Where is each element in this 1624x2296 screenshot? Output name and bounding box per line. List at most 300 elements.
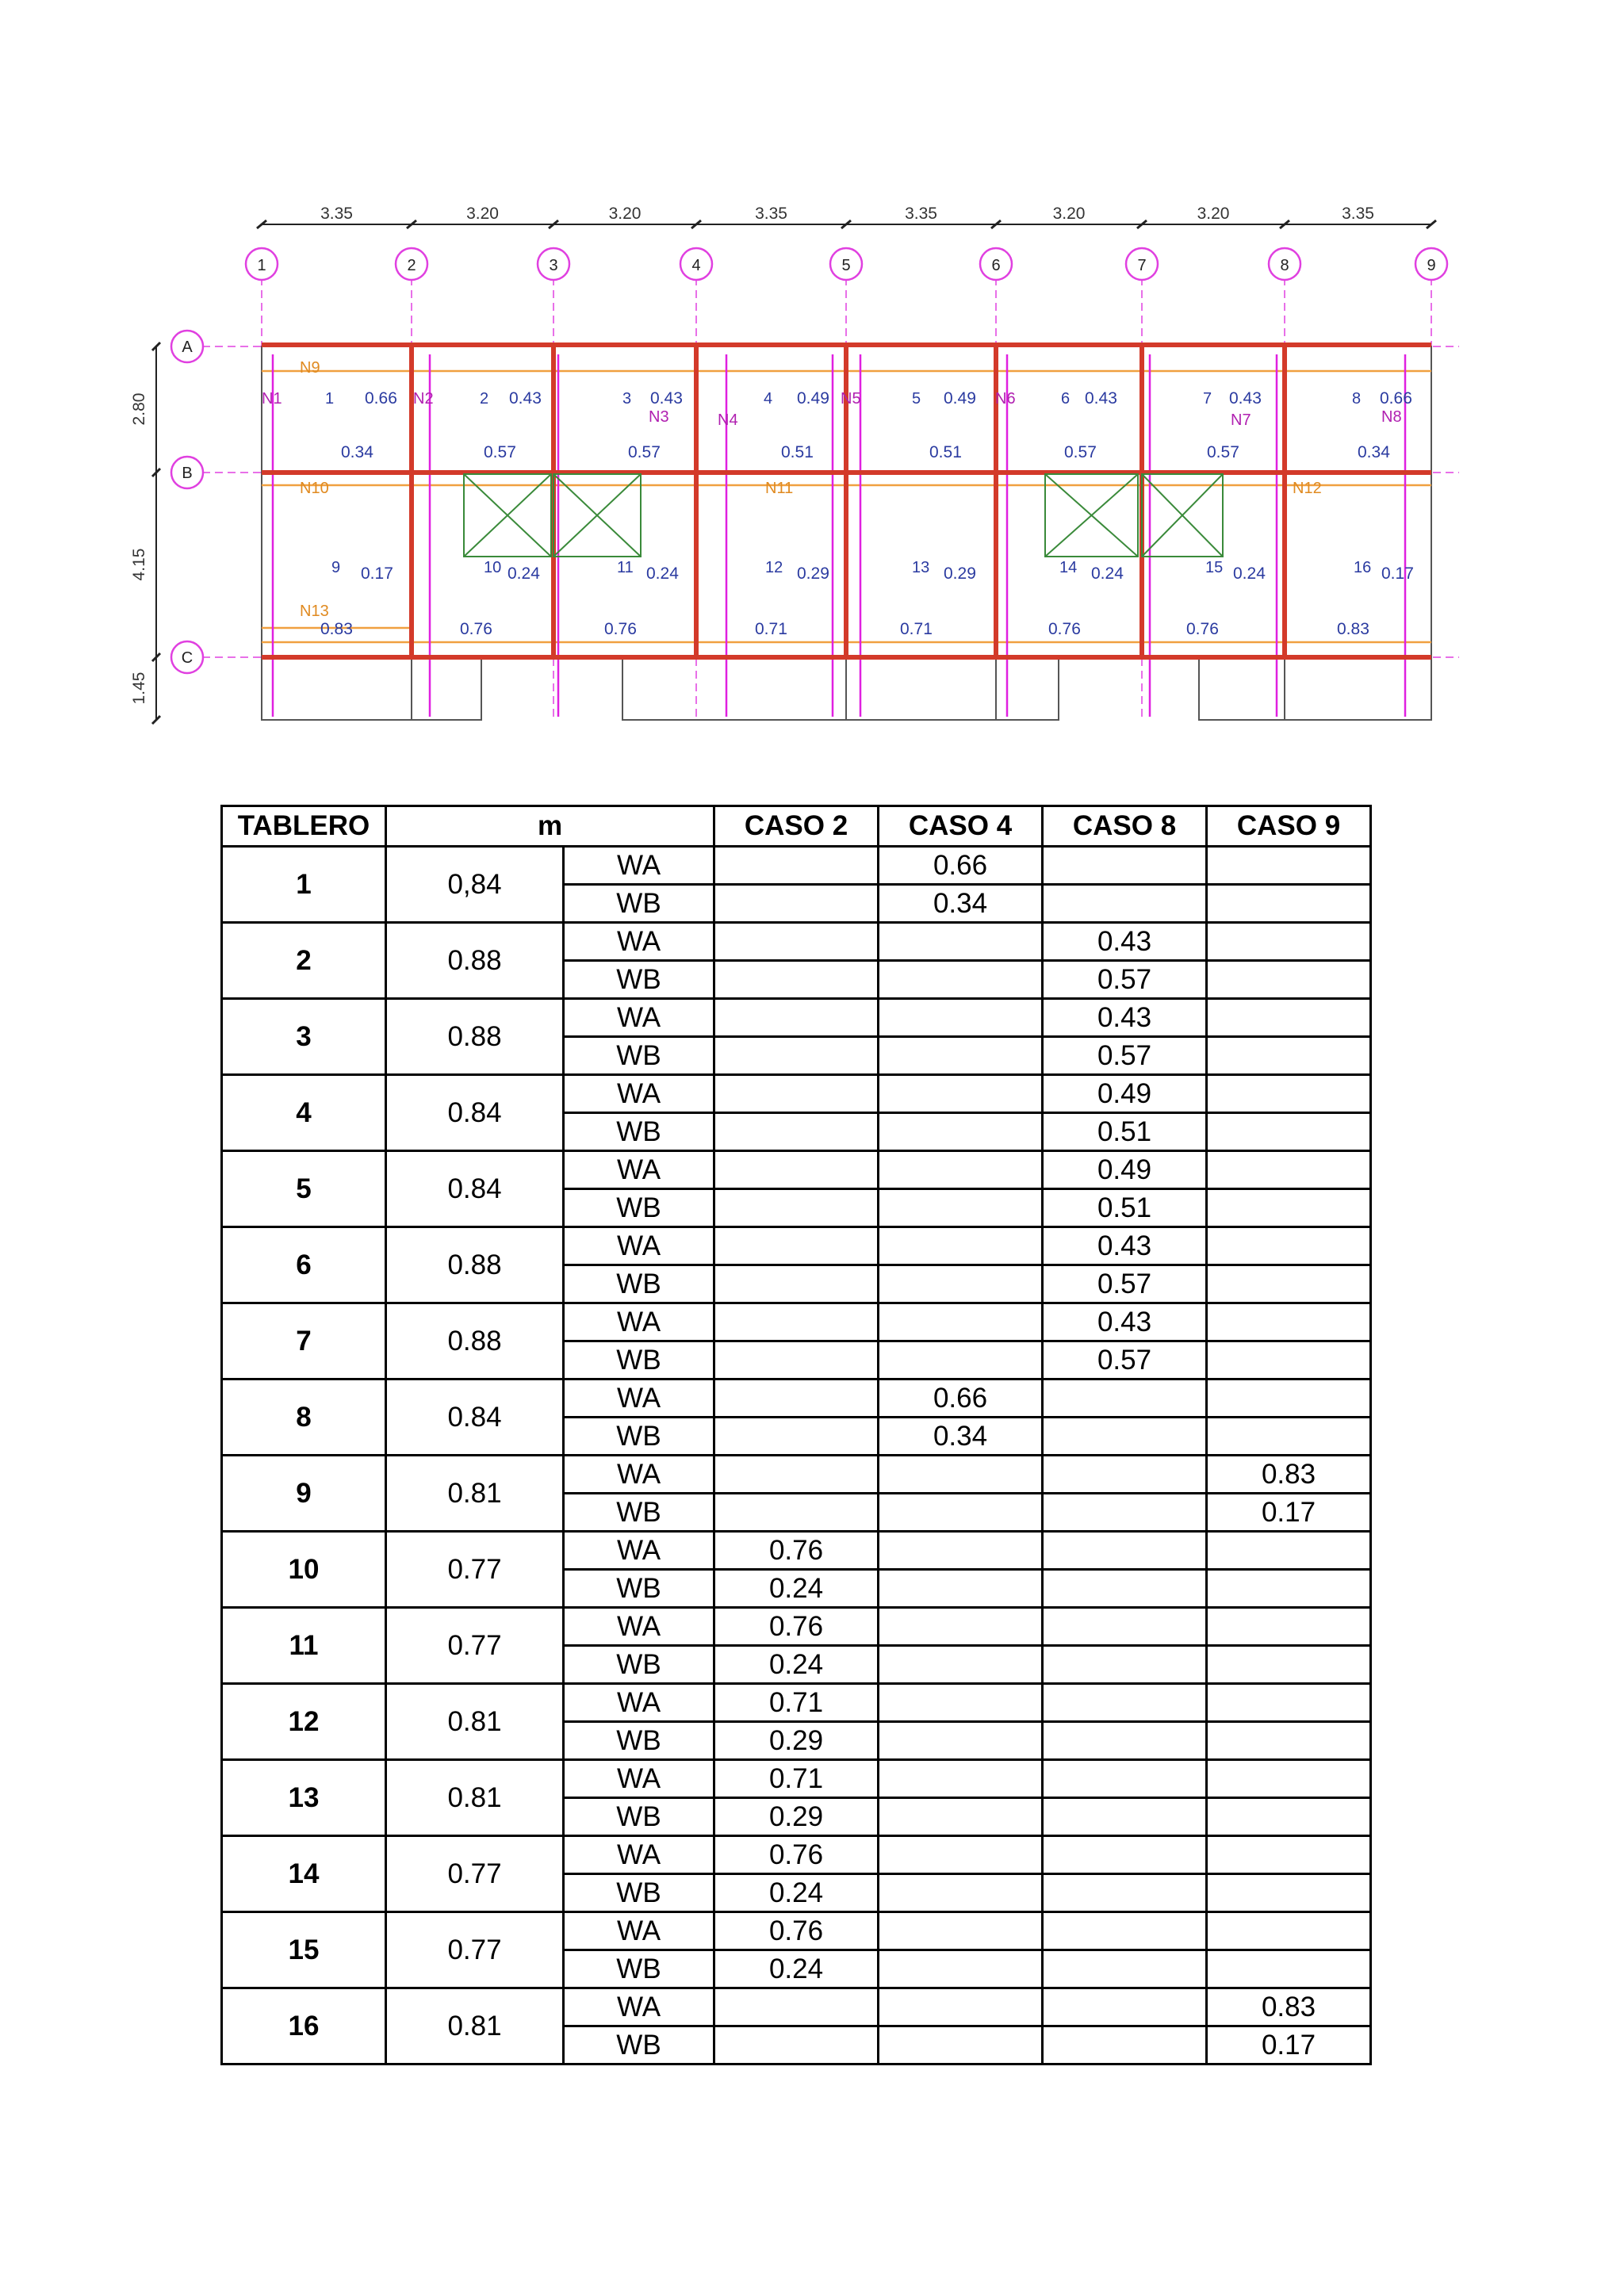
- caso2-wb-cell: 0.24: [714, 1874, 879, 1912]
- caso9-wa-cell: [1207, 1303, 1371, 1341]
- caso4-wb-cell: 0.34: [879, 1418, 1043, 1456]
- caso4-wa-cell: [879, 999, 1043, 1037]
- wb-label: WB: [564, 1646, 714, 1684]
- caso9-wb-cell: [1207, 961, 1371, 999]
- caso4-wb-cell: [879, 1798, 1043, 1836]
- wa-label: WA: [564, 1075, 714, 1113]
- caso4-wa-cell: 0.66: [879, 1380, 1043, 1418]
- panel-wa: 0.49: [944, 389, 976, 408]
- axis-label: 2: [407, 257, 416, 274]
- panel-number: 12: [765, 559, 783, 576]
- caso9-wb-cell: [1207, 1798, 1371, 1836]
- caso9-wb-cell: [1207, 885, 1371, 923]
- table-row: [222, 1456, 1371, 1494]
- caso9-wb-cell: [1207, 1570, 1371, 1608]
- axis-label: 8: [1280, 257, 1289, 274]
- tablero-cell: 10: [222, 1532, 386, 1608]
- wa-label: WA: [564, 1380, 714, 1418]
- panel-wb: 0.34: [1358, 443, 1390, 461]
- panel-wa: 0.83: [320, 620, 353, 638]
- panel-wb: 0.57: [628, 443, 661, 461]
- caso2-wb-cell: 0.29: [714, 1798, 879, 1836]
- caso9-wb-cell: [1207, 1722, 1371, 1760]
- caso8-wb-cell: [1043, 1874, 1207, 1912]
- table-row: [222, 1836, 1371, 1874]
- panel-wb: 0.29: [797, 564, 829, 583]
- axis-label: 5: [841, 257, 851, 274]
- caso8-wb-cell: [1043, 1722, 1207, 1760]
- caso4-wb-cell: 0.34: [879, 885, 1043, 923]
- caso9-wa-cell: [1207, 1075, 1371, 1113]
- caso2-wa-cell: 0.76: [714, 1912, 879, 1950]
- panel-wa: 0.43: [1085, 389, 1117, 408]
- caso9-wa-cell: [1207, 923, 1371, 961]
- caso2-wb-cell: [714, 1037, 879, 1075]
- span-dimension: 3.35: [320, 205, 353, 223]
- wall-outline: [622, 657, 1059, 720]
- axis-label: 9: [1427, 257, 1436, 274]
- beam-label: N9: [300, 359, 320, 377]
- caso4-wa-cell: [879, 1912, 1043, 1950]
- vertical-dimension: 1.45: [130, 672, 148, 705]
- span-dimension: 3.20: [1197, 205, 1230, 223]
- caso4-wb-cell: [879, 1950, 1043, 1988]
- caso9-wa-cell: [1207, 1608, 1371, 1646]
- beam-label: N7: [1231, 411, 1251, 429]
- vertical-dimension: 2.80: [130, 392, 148, 426]
- caso2-wa-cell: [714, 999, 879, 1037]
- beam-label: N4: [718, 411, 738, 429]
- caso4-wb-cell: [879, 1265, 1043, 1303]
- m-cell: 0.81: [386, 1760, 564, 1836]
- panel-number: 16: [1354, 559, 1372, 576]
- panel-wa: 0.66: [1380, 389, 1412, 408]
- m-cell: 0.84: [386, 1075, 564, 1151]
- panel-wa: 0.43: [650, 389, 683, 408]
- wb-label: WB: [564, 961, 714, 999]
- axis-label: 6: [991, 257, 1001, 274]
- caso9-wb-cell: [1207, 1037, 1371, 1075]
- m-cell: 0.77: [386, 1912, 564, 1988]
- caso4-wb-cell: [879, 1113, 1043, 1151]
- header-m: m: [386, 806, 714, 847]
- panel-number: 9: [331, 559, 341, 576]
- caso9-wb-cell: 0.17: [1207, 2026, 1371, 2064]
- caso2-wb-cell: 0.24: [714, 1570, 879, 1608]
- caso4-wb-cell: [879, 1874, 1043, 1912]
- caso9-wa-cell: [1207, 1227, 1371, 1265]
- caso4-wa-cell: [879, 1456, 1043, 1494]
- panel-number: 13: [912, 559, 930, 576]
- table-header-row: [222, 806, 1371, 847]
- table-row: [222, 1684, 1371, 1722]
- caso4-wb-cell: [879, 1037, 1043, 1075]
- caso4-wa-cell: [879, 1836, 1043, 1874]
- caso8-wa-cell: [1043, 1988, 1207, 2026]
- panel-wb: 0.34: [341, 443, 373, 461]
- table-row: [222, 1988, 1371, 2026]
- caso9-wb-cell: [1207, 1874, 1371, 1912]
- panel-wa: 0.76: [1048, 620, 1081, 638]
- table-row: [222, 1760, 1371, 1798]
- m-cell: 0.77: [386, 1532, 564, 1608]
- beam-label: N1: [262, 390, 282, 408]
- caso2-wb-cell: [714, 1113, 879, 1151]
- wb-label: WB: [564, 1798, 714, 1836]
- m-cell: 0,84: [386, 847, 564, 923]
- caso9-wa-cell: [1207, 1684, 1371, 1722]
- header-tablero: TABLERO: [222, 806, 386, 847]
- wb-label: WB: [564, 1265, 714, 1303]
- panel-wa: 0.71: [755, 620, 787, 638]
- m-cell: 0.77: [386, 1836, 564, 1912]
- caso8-wb-cell: 0.51: [1043, 1189, 1207, 1227]
- table-row: [222, 1608, 1371, 1646]
- wa-label: WA: [564, 1456, 714, 1494]
- beam-label: N12: [1293, 480, 1322, 497]
- wa-label: WA: [564, 1760, 714, 1798]
- caso4-wa-cell: [879, 1760, 1043, 1798]
- wb-label: WB: [564, 1722, 714, 1760]
- caso8-wb-cell: [1043, 1418, 1207, 1456]
- span-dimension: 3.20: [1052, 205, 1086, 223]
- header-caso2: CASO 2: [714, 806, 879, 847]
- caso2-wa-cell: 0.71: [714, 1760, 879, 1798]
- beam-label: N13: [300, 603, 329, 620]
- panel-number: 3: [622, 390, 632, 408]
- span-dimension: 3.35: [755, 205, 787, 223]
- caso2-wa-cell: [714, 1988, 879, 2026]
- wa-label: WA: [564, 999, 714, 1037]
- caso8-wa-cell: [1043, 1760, 1207, 1798]
- wb-label: WB: [564, 1874, 714, 1912]
- caso2-wa-cell: [714, 923, 879, 961]
- span-dimension: 3.20: [608, 205, 642, 223]
- tablero-cell: 4: [222, 1075, 386, 1151]
- axis-label: B: [182, 465, 193, 482]
- caso8-wb-cell: 0.57: [1043, 1341, 1207, 1380]
- caso8-wa-cell: [1043, 1532, 1207, 1570]
- axis-label: C: [181, 649, 193, 667]
- tablero-cell: 16: [222, 1988, 386, 2064]
- m-cell: 0.88: [386, 999, 564, 1075]
- beam-label: N5: [841, 390, 861, 408]
- tablero-cell: 6: [222, 1227, 386, 1303]
- panel-wb: 0.17: [1381, 564, 1414, 583]
- span-dimension: 3.35: [905, 205, 937, 223]
- span-dimension: 3.35: [1342, 205, 1374, 223]
- caso9-wa-cell: [1207, 1760, 1371, 1798]
- tablero-cell: 3: [222, 999, 386, 1075]
- caso4-wa-cell: [879, 1075, 1043, 1113]
- beam-label: N2: [413, 390, 434, 408]
- beam-label: N8: [1381, 408, 1402, 426]
- caso8-wa-cell: [1043, 847, 1207, 885]
- wa-label: WA: [564, 1151, 714, 1189]
- caso9-wa-cell: [1207, 1836, 1371, 1874]
- tablero-cell: 13: [222, 1760, 386, 1836]
- caso9-wa-cell: [1207, 1151, 1371, 1189]
- caso8-wb-cell: [1043, 1646, 1207, 1684]
- panel-wb: 0.17: [361, 564, 393, 583]
- header-caso9: CASO 9: [1207, 806, 1371, 847]
- panel-wa: 0.49: [797, 389, 829, 408]
- panel-number: 2: [480, 390, 489, 408]
- header-caso4: CASO 4: [879, 806, 1043, 847]
- caso9-wa-cell: [1207, 1380, 1371, 1418]
- caso9-wb-cell: [1207, 1189, 1371, 1227]
- wb-label: WB: [564, 1570, 714, 1608]
- caso4-wb-cell: [879, 1570, 1043, 1608]
- panel-wa: 0.66: [365, 389, 397, 408]
- wb-label: WB: [564, 885, 714, 923]
- caso4-wa-cell: [879, 923, 1043, 961]
- panel-number: 7: [1203, 390, 1212, 408]
- caso4-wb-cell: [879, 1189, 1043, 1227]
- caso4-wa-cell: [879, 1303, 1043, 1341]
- caso4-wa-cell: [879, 1684, 1043, 1722]
- caso9-wa-cell: [1207, 1532, 1371, 1570]
- wb-label: WB: [564, 1950, 714, 1988]
- axis-label: 1: [257, 257, 266, 274]
- table-row: [222, 1227, 1371, 1265]
- caso8-wa-cell: 0.43: [1043, 1227, 1207, 1265]
- caso9-wb-cell: [1207, 1265, 1371, 1303]
- panel-wa: 0.76: [460, 620, 492, 638]
- caso9-wa-cell: 0.83: [1207, 1988, 1371, 2026]
- panel-wb: 0.24: [1233, 564, 1266, 583]
- m-cell: 0.88: [386, 923, 564, 999]
- caso8-wb-cell: 0.57: [1043, 1265, 1207, 1303]
- caso9-wb-cell: [1207, 1950, 1371, 1988]
- caso2-wa-cell: [714, 1456, 879, 1494]
- caso8-wb-cell: [1043, 1494, 1207, 1532]
- wall-outline: [1199, 657, 1431, 720]
- m-cell: 0.88: [386, 1303, 564, 1380]
- tablero-cell: 9: [222, 1456, 386, 1532]
- beam-label: N3: [649, 408, 669, 426]
- caso4-wb-cell: [879, 2026, 1043, 2064]
- wa-label: WA: [564, 1684, 714, 1722]
- caso2-wa-cell: [714, 1075, 879, 1113]
- caso2-wa-cell: 0.71: [714, 1684, 879, 1722]
- panel-wa: 0.71: [900, 620, 933, 638]
- caso8-wb-cell: [1043, 1950, 1207, 1988]
- panel-wb: 0.24: [646, 564, 679, 583]
- caso8-wa-cell: [1043, 1380, 1207, 1418]
- caso4-wb-cell: [879, 1722, 1043, 1760]
- axis-label: 7: [1137, 257, 1147, 274]
- table-row: [222, 1303, 1371, 1341]
- panel-number: 10: [484, 559, 502, 576]
- wa-label: WA: [564, 1303, 714, 1341]
- caso9-wb-cell: [1207, 1418, 1371, 1456]
- caso8-wb-cell: 0.57: [1043, 961, 1207, 999]
- wa-label: WA: [564, 1836, 714, 1874]
- caso2-wa-cell: [714, 847, 879, 885]
- wb-label: WB: [564, 1113, 714, 1151]
- m-cell: 0.84: [386, 1151, 564, 1227]
- table-row: [222, 1380, 1371, 1418]
- wb-label: WB: [564, 2026, 714, 2064]
- wa-label: WA: [564, 1912, 714, 1950]
- tablero-cell: 12: [222, 1684, 386, 1760]
- caso4-wa-cell: [879, 1988, 1043, 2026]
- table-row: [222, 999, 1371, 1037]
- caso9-wb-cell: [1207, 1113, 1371, 1151]
- caso2-wb-cell: [714, 2026, 879, 2064]
- caso2-wa-cell: 0.76: [714, 1608, 879, 1646]
- table-row: [222, 1912, 1371, 1950]
- table-row: [222, 1532, 1371, 1570]
- tablero-cell: 2: [222, 923, 386, 999]
- wb-label: WB: [564, 1418, 714, 1456]
- beam-label: N11: [765, 480, 794, 497]
- caso8-wb-cell: [1043, 2026, 1207, 2064]
- floor-plan-drawing: [127, 198, 1475, 737]
- caso2-wa-cell: 0.76: [714, 1532, 879, 1570]
- caso2-wb-cell: [714, 1418, 879, 1456]
- caso8-wa-cell: 0.43: [1043, 923, 1207, 961]
- caso8-wa-cell: 0.49: [1043, 1151, 1207, 1189]
- table-body: [222, 847, 1371, 2064]
- m-cell: 0.88: [386, 1227, 564, 1303]
- caso2-wb-cell: [714, 1265, 879, 1303]
- caso2-wb-cell: 0.24: [714, 1950, 879, 1988]
- tablero-cell: 11: [222, 1608, 386, 1684]
- caso8-wa-cell: [1043, 1912, 1207, 1950]
- panel-number: 5: [912, 390, 921, 408]
- panel-wb: 0.57: [1207, 443, 1239, 461]
- caso9-wb-cell: [1207, 1646, 1371, 1684]
- panel-number: 6: [1061, 390, 1071, 408]
- wa-label: WA: [564, 1988, 714, 2026]
- caso8-wa-cell: 0.43: [1043, 1303, 1207, 1341]
- caso2-wb-cell: [714, 1341, 879, 1380]
- tablero-cell: 14: [222, 1836, 386, 1912]
- beam-label: N6: [995, 390, 1016, 408]
- panel-wa: 0.83: [1337, 620, 1369, 638]
- caso4-wa-cell: 0.66: [879, 847, 1043, 885]
- panel-wb: 0.24: [1091, 564, 1124, 583]
- caso2-wb-cell: [714, 885, 879, 923]
- panel-wb: 0.57: [484, 443, 516, 461]
- wb-label: WB: [564, 1494, 714, 1532]
- panel-wb: 0.51: [929, 443, 962, 461]
- caso2-wb-cell: [714, 961, 879, 999]
- caso8-wb-cell: 0.57: [1043, 1037, 1207, 1075]
- tablero-cell: 7: [222, 1303, 386, 1380]
- wb-label: WB: [564, 1037, 714, 1075]
- caso4-wb-cell: [879, 961, 1043, 999]
- table-row: [222, 923, 1371, 961]
- tablero-cell: 5: [222, 1151, 386, 1227]
- beam-label: N10: [300, 480, 329, 497]
- m-cell: 0.81: [386, 1684, 564, 1760]
- wb-label: WB: [564, 1341, 714, 1380]
- caso8-wb-cell: [1043, 1570, 1207, 1608]
- caso2-wb-cell: [714, 1189, 879, 1227]
- table-row: [222, 1151, 1371, 1189]
- caso4-wa-cell: [879, 1532, 1043, 1570]
- tablero-cell: 1: [222, 847, 386, 923]
- panel-wb: 0.24: [508, 564, 540, 583]
- caso2-wa-cell: [714, 1303, 879, 1341]
- header-caso8: CASO 8: [1043, 806, 1207, 847]
- caso8-wa-cell: [1043, 1836, 1207, 1874]
- wa-label: WA: [564, 1532, 714, 1570]
- wa-label: WA: [564, 1608, 714, 1646]
- m-cell: 0.81: [386, 1456, 564, 1532]
- caso4-wa-cell: [879, 1608, 1043, 1646]
- caso4-wb-cell: [879, 1341, 1043, 1380]
- panel-wa: 0.76: [1186, 620, 1219, 638]
- panel-number: 8: [1352, 390, 1362, 408]
- wa-label: WA: [564, 847, 714, 885]
- caso2-wb-cell: [714, 1494, 879, 1532]
- panel-wb: 0.57: [1064, 443, 1097, 461]
- caso2-wa-cell: 0.76: [714, 1836, 879, 1874]
- panel-wa: 0.43: [1229, 389, 1262, 408]
- axis-label: 3: [549, 257, 558, 274]
- panel-number: 15: [1205, 559, 1224, 576]
- caso8-wa-cell: [1043, 1456, 1207, 1494]
- caso2-wb-cell: 0.24: [714, 1646, 879, 1684]
- wb-label: WB: [564, 1189, 714, 1227]
- panel-number: 14: [1059, 559, 1078, 576]
- caso4-wb-cell: [879, 1646, 1043, 1684]
- panel-wa: 0.43: [509, 389, 542, 408]
- caso9-wa-cell: [1207, 999, 1371, 1037]
- m-cell: 0.81: [386, 1988, 564, 2064]
- caso8-wb-cell: 0.51: [1043, 1113, 1207, 1151]
- span-dimension: 3.20: [466, 205, 499, 223]
- wa-label: WA: [564, 923, 714, 961]
- tablero-cell: 15: [222, 1912, 386, 1988]
- caso2-wa-cell: [714, 1151, 879, 1189]
- caso8-wb-cell: [1043, 1798, 1207, 1836]
- caso2-wa-cell: [714, 1227, 879, 1265]
- caso4-wa-cell: [879, 1151, 1043, 1189]
- m-cell: 0.84: [386, 1380, 564, 1456]
- wall-outline: [262, 657, 481, 720]
- panel-number: 4: [764, 390, 773, 408]
- tablero-cell: 8: [222, 1380, 386, 1456]
- table-row: [222, 847, 1371, 885]
- panel-wb: 0.51: [781, 443, 814, 461]
- caso8-wa-cell: [1043, 1608, 1207, 1646]
- panel-wb: 0.29: [944, 564, 976, 583]
- plan-labels: [130, 205, 1436, 704]
- caso9-wa-cell: [1207, 847, 1371, 885]
- caso4-wb-cell: [879, 1494, 1043, 1532]
- axis-label: A: [182, 339, 193, 356]
- table-row: [222, 1075, 1371, 1113]
- caso9-wa-cell: 0.83: [1207, 1456, 1371, 1494]
- caso8-wa-cell: 0.43: [1043, 999, 1207, 1037]
- caso4-wa-cell: [879, 1227, 1043, 1265]
- vertical-dimension: 4.15: [130, 548, 148, 581]
- caso9-wb-cell: 0.17: [1207, 1494, 1371, 1532]
- plan-linework: [152, 220, 1459, 724]
- panel-number: 11: [617, 559, 634, 576]
- caso2-wb-cell: 0.29: [714, 1722, 879, 1760]
- load-distribution-table: [220, 805, 1372, 2065]
- caso8-wb-cell: [1043, 885, 1207, 923]
- caso9-wa-cell: [1207, 1912, 1371, 1950]
- caso8-wa-cell: [1043, 1684, 1207, 1722]
- caso9-wb-cell: [1207, 1341, 1371, 1380]
